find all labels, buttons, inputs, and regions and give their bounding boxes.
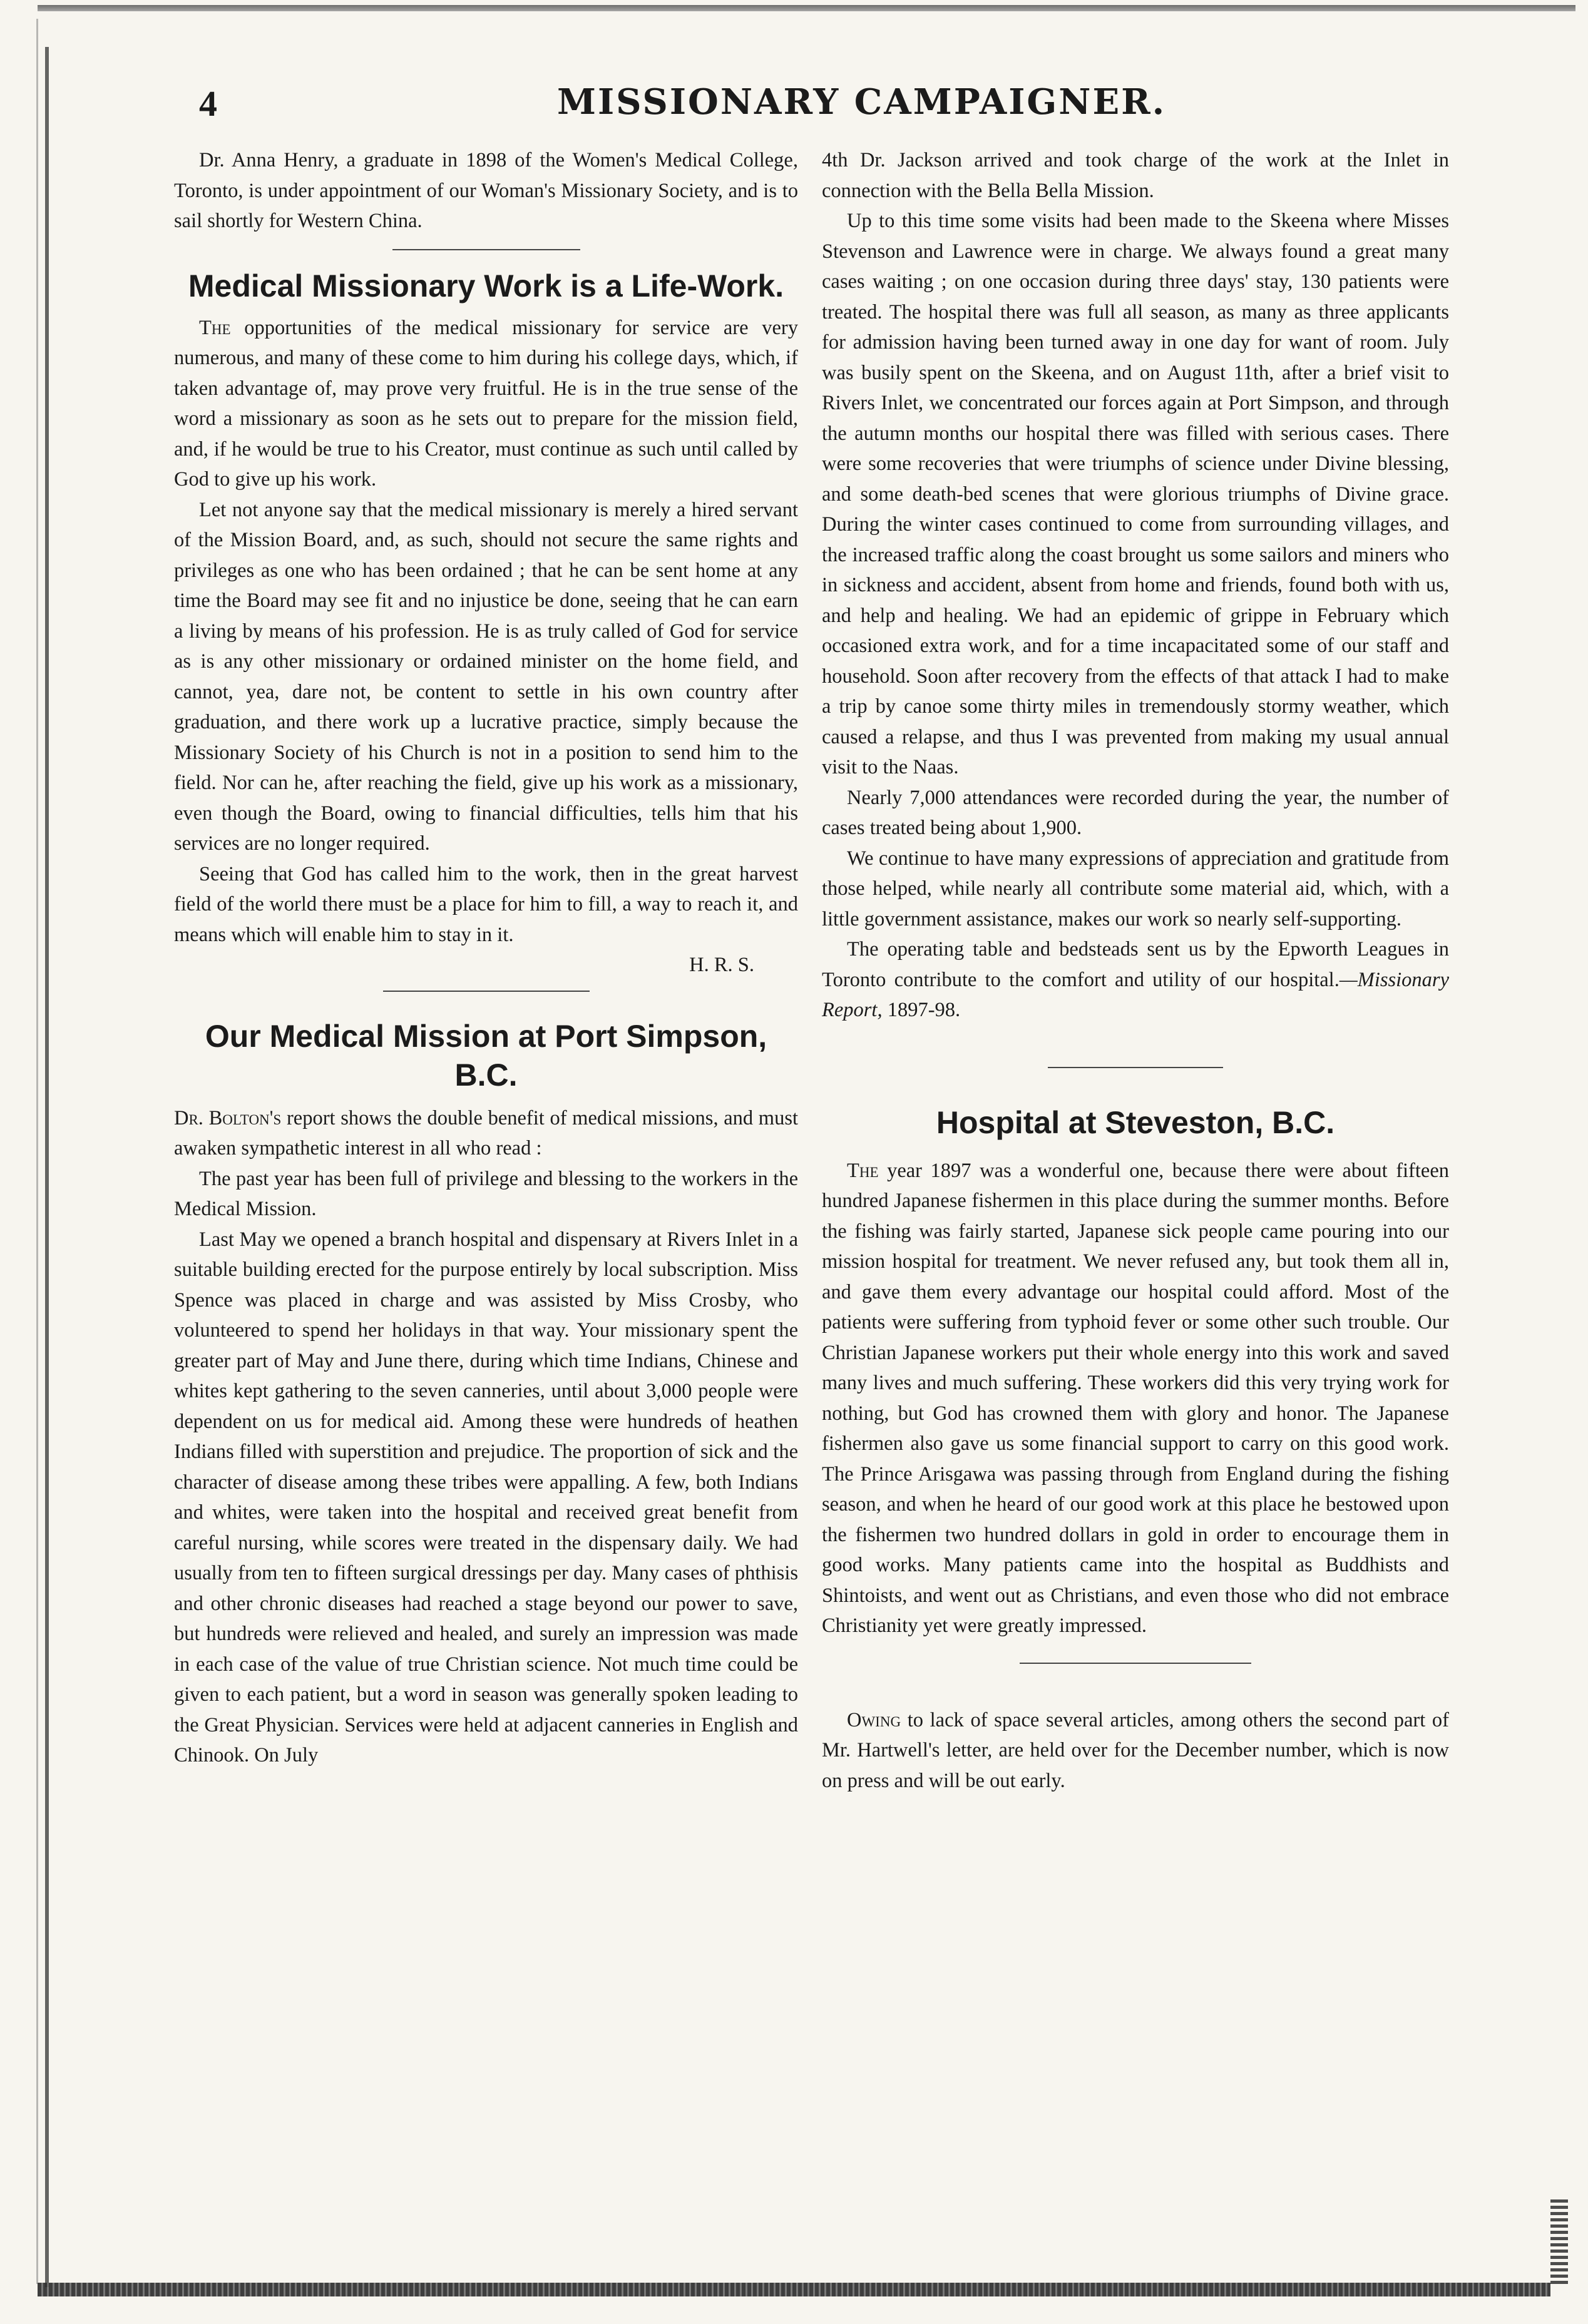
article-paragraph <box>822 934 1449 1026</box>
article-paragraph: Let not anyone say that the medical missionary is merely a hired servant of the Mission Board, and, as such, should not secure the same rights and privileges as one who has been ordained ; that he can be sent home at any time the Board may see fit and no injustice be done, seeing that he can earn a living by means of his profession. He is as truly called of God for service as is any other missionary or ordained minister on the home field, and cannot, yea, dare not, be content to settle in his own country after graduation, and there work up a lucrative practice, simply because the Missionary Society of his Church is not in a position to send him to the field. Nor can he, after reaching the field, give up his work as a missionary, even though the Board, owing to financial difficulties, tells him that his services are no longer required. <box>174 498 798 855</box>
article-title-medical-missionary: Medical Missionary Work is a Life-Work. <box>188 268 784 303</box>
article-paragraph: Nearly 7,000 attendances were recorded during the year, the number of cases treated being about 1,900. <box>822 786 1449 839</box>
paragraph-text: year 1897 was a wonderful one, because there were about fifteen hundred Japanese fishermen in this place during the summer months. Before the fishing was fairly started, Japanese sick people came pouring into our mission hospital for treatment. We never refused any, but took them all in, and gave them every advantage our hospital could afford. Most of the patients were suffering from typhoid fever or some other such trouble. Our Christian Japanese workers put their whole energy into this work and saved many lives and much suffering. These workers did this very trying work for nothing, but God has crowned them with glory and honor. The Japanese fishermen also gave us some financial support to carry on this good work. The Prince Arisgawa was passing through from England during the fishing season, and when he heard of our good work at this place he bestowed upon the fishermen two hundred dollars in gold in order to encourage them in good works. Many patients came into the hospital as Buddhists and Shintoists, and went out as Christians, and even those who did not embrace Christianity yet were greatly impressed. <box>822 1159 1449 1637</box>
space-notice <box>822 1705 1449 1797</box>
article-title-port-simpson: Our Medical Mission at Port Simpson, B.C. <box>205 1018 767 1093</box>
page-margin-rule <box>45 47 49 2287</box>
article-paragraph: We continue to have many expressions of appreciation and gratitude from those helped, while nearly all contribute some material aid, which, with a little government assistance, makes our work so nearly self-supporting. <box>822 847 1449 930</box>
separator-rule <box>1048 1067 1223 1068</box>
separator-rule <box>383 991 590 992</box>
bottom-border <box>38 2283 1550 2296</box>
source-year: 1897-98. <box>887 999 961 1021</box>
signature: H. R. S. <box>689 954 754 976</box>
page-number: 4 <box>199 83 217 124</box>
separator-rule <box>392 249 580 250</box>
article-paragraph: Seeing that God has called him to the work, then in the great harvest field of the world there must be a place for him to fill, a way to reach it, and means which will enable him to stay in it. <box>174 862 798 946</box>
lead-word: The <box>199 316 231 339</box>
article-paragraph <box>174 313 798 495</box>
notice-anna-henry: Dr. Anna Henry, a graduate in 1898 of the Women's Medical College, Toronto, is under appointment of our Woman's Missionary Society, and is to sail shortly for Western China. <box>174 149 798 232</box>
paragraph-text: opportunities of the medical missionary for service are very numerous, and many of these come to him during his college days, which, if taken advantage of, may prove very fruitful. He is in the true sense of the word a missionary as soon as he sets out to prepare for the mission field, and, if he would be true to his Creator, must continue as such until called by God to give up his work. <box>174 316 799 491</box>
signature-line <box>174 950 798 981</box>
intro-text: report shows the double benefit of medical missions, and must awaken sympathetic interest in all who read : <box>174 1106 799 1159</box>
continued-paragraph: 4th Dr. Jackson arrived and took charge of the work at the Inlet in connection with the Bella Bella Mission. <box>822 149 1449 202</box>
article-intro <box>174 1103 798 1164</box>
separator-rule <box>1020 1663 1251 1664</box>
article-paragraph: Up to this time some visits had been made to the Skeena where Misses Stevenson and Lawrence were in charge. We always found a great many cases waiting ; on one occasion during three days' stay, 130 patients were treated. The hospital there was full all season, as many as three applicants for admission having been turned away in one day for want of room. July was busily spent on the Skeena, and on August 11th, after a brief visit to Rivers Inlet, we concentrated our forces again at Port Simpson, and through the autumn months our hospital there was filled with serious cases. There were some recoveries that were triumphs of science under Divine blessing, and some death-bed scenes that were glorious triumphs of Divine grace. During the winter cases continued to come from surrounding villages, and the increased traffic along the coast brought us some sailors and miners who in sickness and accident, absent from home and friends, found both with us, and help and healing. We had an epidemic of grippe in February which occasioned extra work, and for a time incapacitated some of our staff and household. Soon after recovery from the effects of that attack I had to make a trip by canoe some thirty miles in tremendously stormy weather, which caused a relapse, and thus I was prevented from making my usual annual visit to the Naas. <box>822 210 1449 778</box>
lead-word: Owing <box>847 1708 901 1731</box>
article-paragraph <box>822 1156 1449 1641</box>
article-paragraph: Last May we opened a branch hospital and dispensary at Rivers Inlet in a suitable building erected for the purpose entirely by local subscription. Miss Spence was placed in charge and was assisted by Miss Crosby, who volunteered to spend her holidays in that way. Your missionary spent the greater part of May and June there, during which time Indians, Chinese and whites kept gathering to the seven canneries, until about 3,000 people were dependent on us for medical aid. Among these were hundreds of heathen Indians filled with superstition and prejudice. The proportion of sick and the character of disease among these tribes were appalling. A few, both Indians and whites, were taken into the hospital and received great benefit from careful nursing, while scores were treated in the dispensary daily. We had usually from ten to fifteen surgical dressings per day. Many cases of phthisis and other chronic diseases had reached a stage beyond our power to save, but hundreds were relieved and healed, and surely an impression was made in each case of the value of true Christian science. Not much time could be given to each patient, but a word in season was generally spoken leading to the Great Physician. Services were held at adjacent canneries in English and Chinook. On July <box>174 1228 798 1766</box>
source-citation: —Missionary Report, <box>822 968 1449 1021</box>
left-column <box>174 145 798 1771</box>
top-border <box>38 5 1575 11</box>
notice-text: to lack of space several articles, among others the second part of Mr. Hartwell's letter, are held over for the December number, which is now on press and will be out early. <box>822 1708 1449 1792</box>
right-column <box>822 145 1449 1796</box>
running-title: MISSIONARY CAMPAIGNER. <box>557 81 1167 123</box>
lead-word: Dr. Bolton's <box>174 1106 282 1129</box>
corner-bracket-mark <box>1550 2196 1568 2284</box>
lead-word: The <box>847 1159 879 1182</box>
article-title-steveston: Hospital at Steveston, B.C. <box>936 1104 1335 1140</box>
article-paragraph: The past year has been full of privilege and blessing to the workers in the Medical Mission. <box>174 1167 798 1220</box>
page-edge-line <box>36 19 38 2284</box>
paragraph-text: The operating table and bedsteads sent us by the Epworth Leagues in Toronto contribute to the comfort and utility of our hospital. <box>822 938 1449 991</box>
